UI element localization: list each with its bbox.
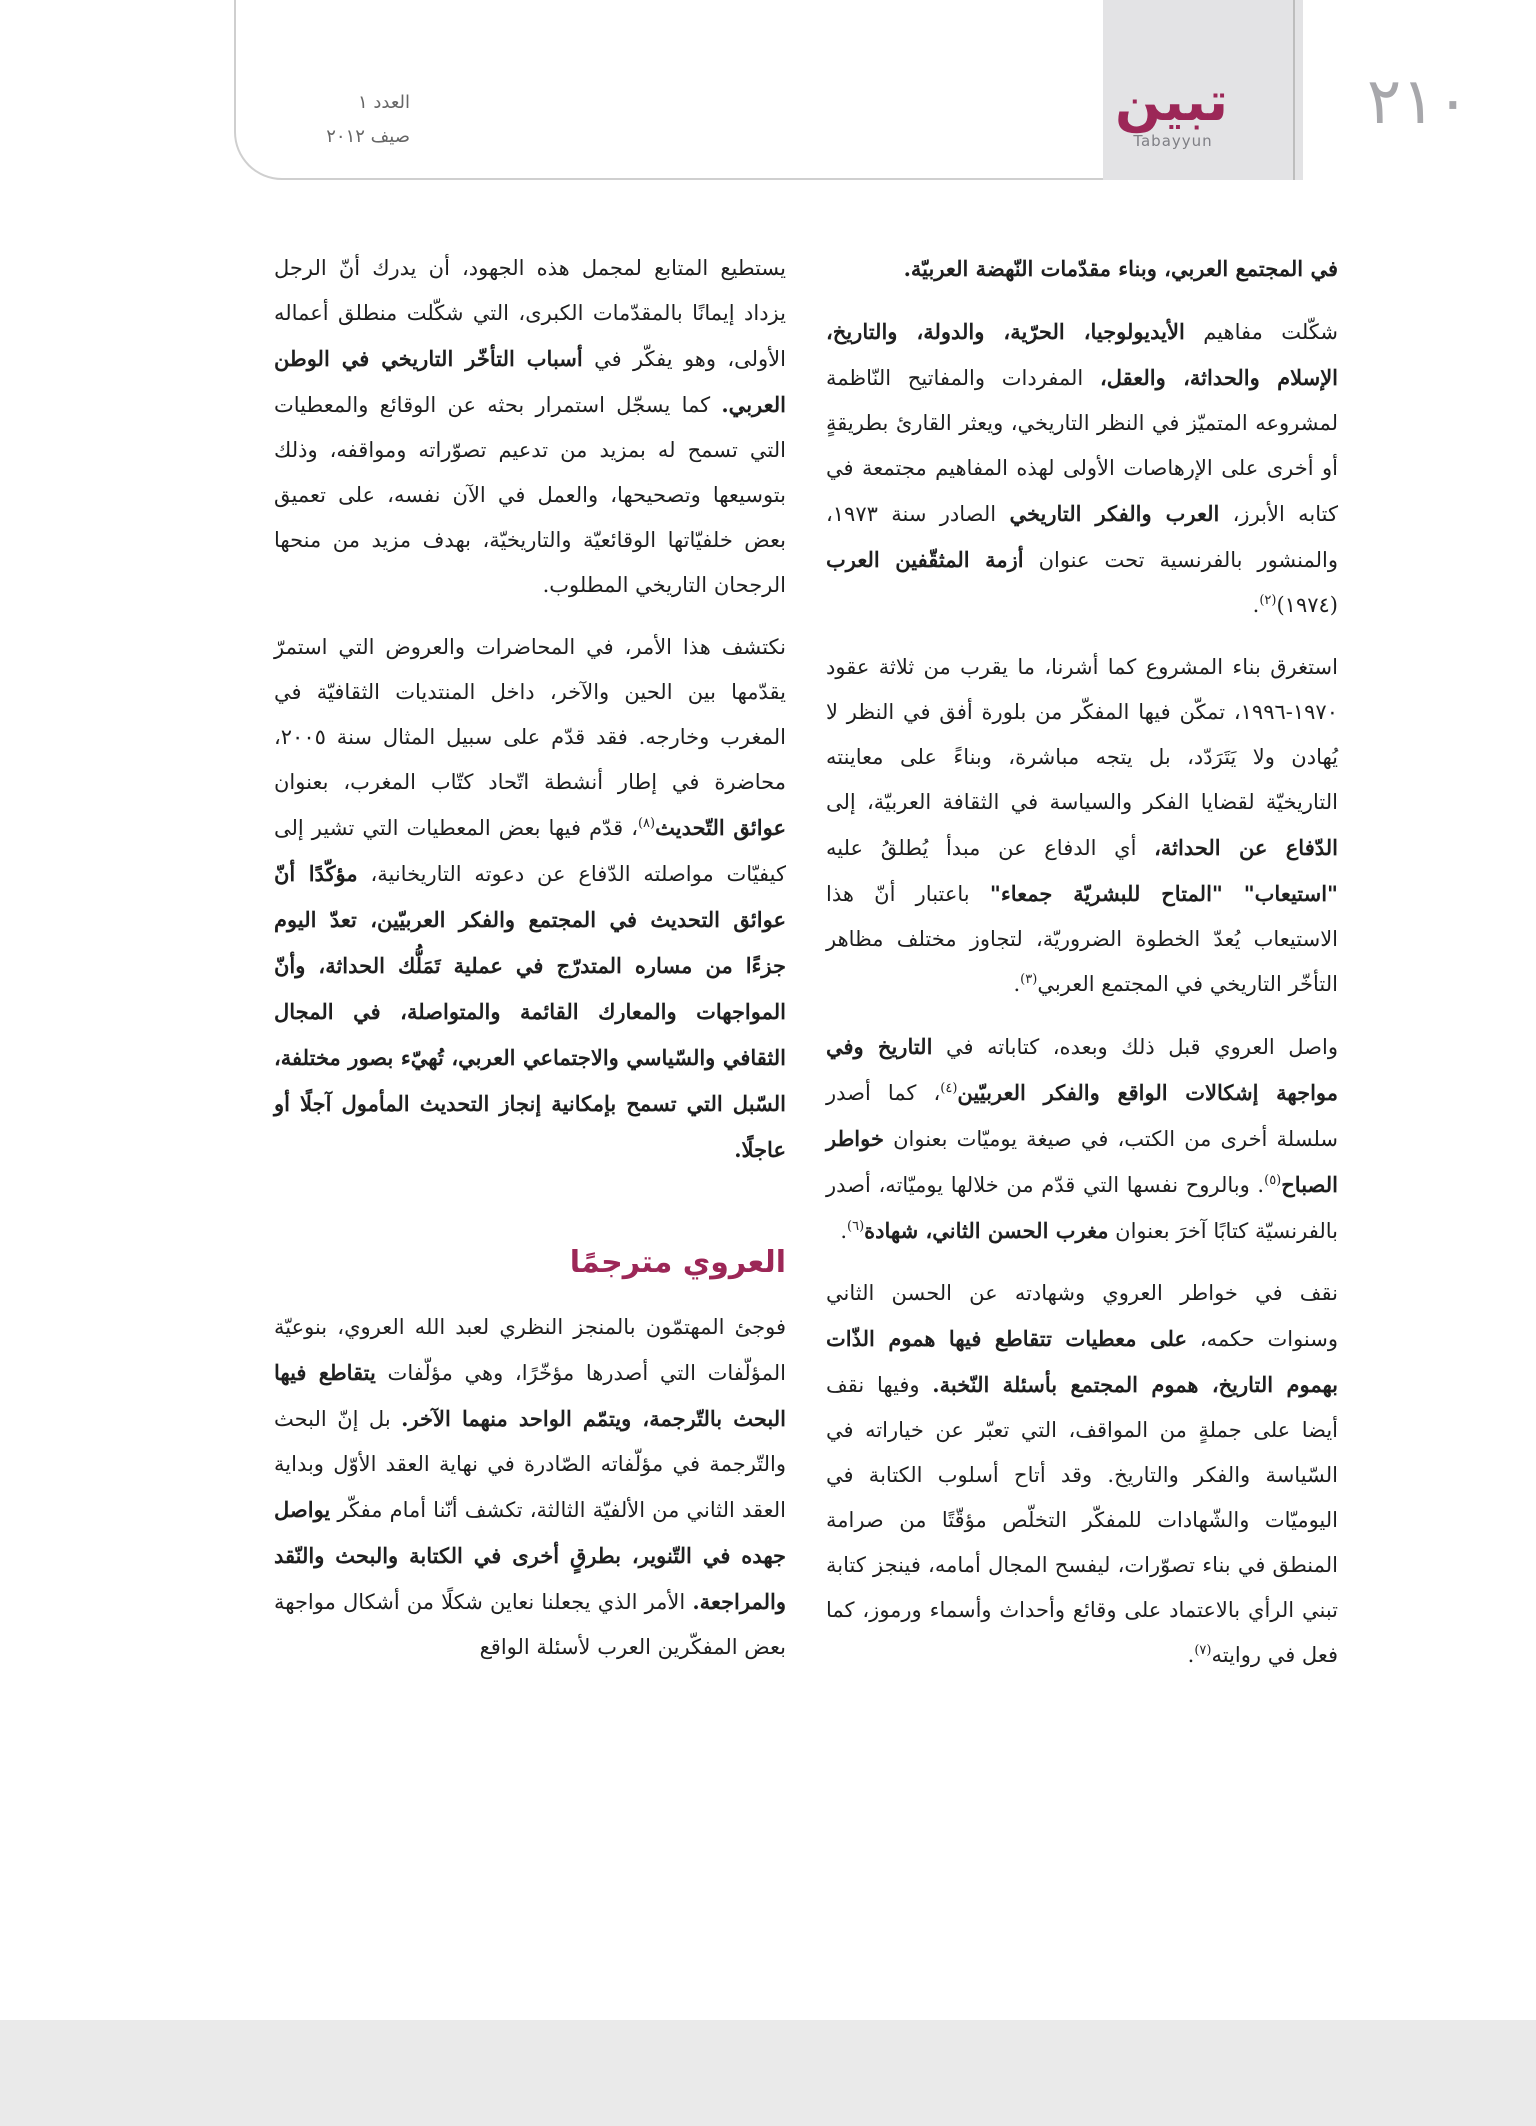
bold-text: خواطر الصباح [826,1126,1338,1197]
bold-text: في المجتمع العربي، وبناء مقدّمات النّهضة العربيّة. [903,256,1338,281]
section-heading: العروي مترجمًا [569,1245,786,1280]
left-text-column [274,246,786,1687]
bold-text: مؤكّدًا أنّ عوائق التحديث في المجتمع والفكر العربيّين، تعدّ اليوم جزءًا من مساره المتدرّج في عملية تَمَلُّك الحداثة، وأنّ المواجهات والمعارك القائمة والمتواصلة، في المجال الثقافي والسّياسي والاجتماعي العربي، تُهيّء بصور مختلفة، السّبل التي تسمح بإمكانية إنجاز التحديث المأمول آجلًا أو عاجلًا. [274,861,786,1162]
issue-number: العدد ١ [357,92,410,113]
text-run: واصل العروي قبل ذلك وبعده، كتاباته في [932,1035,1338,1059]
text-run: كما يسجّل استمرار بحثه عن الوقائع والمعطيات التي تسمح له بمزيد من تدعيم تصوّراته ومواقفه، وذلك بتوسيعها وتصحيحها، والعمل في الآن نفسه، على تعميق بعض خلفيّاتها الوقائعيّة والتاريخيّة، بهدف مزيد من منحها الرجحان التاريخي المطلوب. [274,393,786,597]
bold-text: العرب والفكر التاريخي [1009,501,1220,526]
footnote-ref: (٦) [847,1219,865,1234]
footnote-ref: (٤) [940,1081,958,1096]
text-run: . [840,1219,848,1243]
text-run: باعتبار أنّ هذا الاستيعاب يُعدّ الخطوة الضروريّة، لتجاوز مختلف مظاهر التأخّر التاريخي في المجتمع العربي [826,882,1338,996]
footnote-ref: (٧) [1194,1643,1212,1658]
text-run: . [1187,1643,1195,1667]
bold-text: الدّفاع عن الحداثة، [1154,835,1338,860]
bold-text: عوائق التّحديث [655,815,786,840]
text-run: يستطيع المتابع لمجمل هذه الجهود، أن يدرك أنّ الرجل يزداد إيمانًا بالمقدّمات الكبرى، التي شكّلت منطلق أعماله الأولى، وهو يفكّر في [274,256,786,371]
text-run: (١٩٧٤) [1276,593,1338,617]
text-run: بل إنّ البحث والتّرجمة في مؤلّفاته الصّادرة في نهاية العقد الأوّل وبداية العقد الثاني من الألفيّة الثالثة، تكشف أنّنا أمام مفكّر [274,1407,786,1522]
text-run: ، قدّم فيها بعض المعطيات التي تشير إلى كيفيّات مواصلته الدّفاع عن دعوته التاريخانية، [274,816,786,886]
journal-logo [1115,70,1228,162]
text-run: شكّلت مفاهيم [1184,320,1338,344]
issue-season: صيف ٢٠١٢ [326,126,410,147]
text-run: الأمر الذي يجعلنا نعاين شكلًا من أشكال مواجهة بعض المفكّرين العرب لأسئلة الواقع [274,1590,786,1659]
right-text-column [826,246,1338,1695]
page-number: ٢١٠ [1366,65,1470,139]
paragraph [274,246,786,608]
bold-text: على معطيات تتقاطع فيها هموم الذّات بهموم التاريخ، هموم المجتمع بأسئلة النّخبة. [826,1326,1338,1397]
paragraph [826,246,1338,292]
footnote-ref: (٨) [637,816,656,831]
page-footer-band [0,2020,1536,2126]
bold-text: الأيديولوجيا، الحرّية، والدولة، والتاريخ، الإسلام والحداثة، والعقل، [826,319,1339,390]
paragraph [826,645,1338,1007]
bold-text: مغرب الحسن الثاني، شهادة [864,1218,1109,1243]
bold-text: التاريخ وفي مواجهة إشكالات الواقع والفكر العربيّين [826,1034,1338,1105]
bold-text: أزمة المثقّفين العرب [826,547,1024,572]
text-run: نقف في خواطر العروي وشهادته عن الحسن الثاني وسنوات حكمه، [826,1281,1339,1351]
text-run: . [1252,593,1260,617]
bold-text: "استيعاب" "المتاح للبشريّة جمعاء" [989,881,1339,906]
text-run: فوجئ المهتمّون بالمنجز النظري لعبد الله العروي، بنوعيّة المؤلّفات التي أصدرها مؤخّرًا، وهي مؤلّفات [274,1315,787,1385]
bold-text: يتقاطع فيها البحث بالتّرجمة، ويتمّم الواحد منهما الآخر. [274,1360,786,1431]
text-run: نكتشف هذا الأمر، في المحاضرات والعروض التي استمرّ يقدّمها بين الحين والآخر، داخل المنتديات الثقافيّة في المغرب وخارجه. فقد قدّم على سبيل المثال سنة ٢٠٠٥، محاضرة في إطار أنشطة اتّحاد كتّاب المغرب، بعنوان [274,635,786,794]
text-run: أي الدفاع عن مبدأ يُطلقُ عليه [826,836,1155,860]
text-run: استغرق بناء المشروع كما أشرنا، ما يقرب من ثلاثة عقود ١٩٧٠-١٩٩٦، تمكّن فيها المفكّر من بلورة أفق في النظر لا يُهادن ولا يَتَرَدّد، بل يتجه مباشرة، وبناءً على معاينته التاريخيّة لقضايا الفكر والسياسة في الثقافة العربيّة، إلى [826,655,1338,814]
header-divider [1293,0,1295,180]
text-run: . وبالروح نفسها التي قدّم من خلالها يوميّاته، أصدر بالفرنسيّة كتابًا آخرَ بعنوان [826,1173,1338,1243]
text-run: وفيها نقف أيضا على جملةٍ من المواقف، التي تعبّر عن خياراته في السّياسة والفكر والتاريخ. وقد أتاح أسلوب الكتابة في اليوميّات والشّهادات للمفكّر التخلّص مؤقّتًا من صرامة المنطق في بناء تصوّرات، ليفسح المجال أمامه، فينجز كتابة تبني الرأي بالاعتماد على وقائع وأحداث وأسماء ورموز، كما فعل في روايته [826,1373,1338,1667]
paragraph [826,1024,1338,1254]
paragraph [826,1271,1338,1678]
footnote-ref: (٥) [1264,1173,1282,1188]
paragraph [826,309,1338,628]
text-run: ، كما أصدر سلسلة أخرى من الكتب، في صيغة يوميّات بعنوان [826,1081,1338,1151]
logo-latin: Tabayyun [1133,132,1213,150]
bold-text: يواصل جهده في التّنوير، بطرقٍ أخرى في الكتابة والبحث والنّقد والمراجعة. [274,1497,786,1614]
footnote-ref: (٣) [1020,972,1038,987]
paragraph [274,1305,786,1670]
issue-info [270,86,410,154]
text-run: المفردات والمفاتيح النّاظمة لمشروعه المتميّز في النظر التاريخي، ويعثر القارئ بطريقةٍ أو أخرى على الإرهاصات الأولى لهذه المفاهيم مجتمعة في كتابه الأبرز، [826,366,1338,526]
footnote-ref: (٢) [1259,593,1277,608]
text-run: الصادر سنة ١٩٧٣، والمنشور بالفرنسية تحت عنوان [826,502,1338,572]
text-run: . [1013,972,1021,996]
bold-text: أسباب التأخّر التاريخي في الوطن العربي. [274,346,786,417]
logo-arabic: تبين [1115,70,1228,133]
paragraph [274,625,786,1173]
